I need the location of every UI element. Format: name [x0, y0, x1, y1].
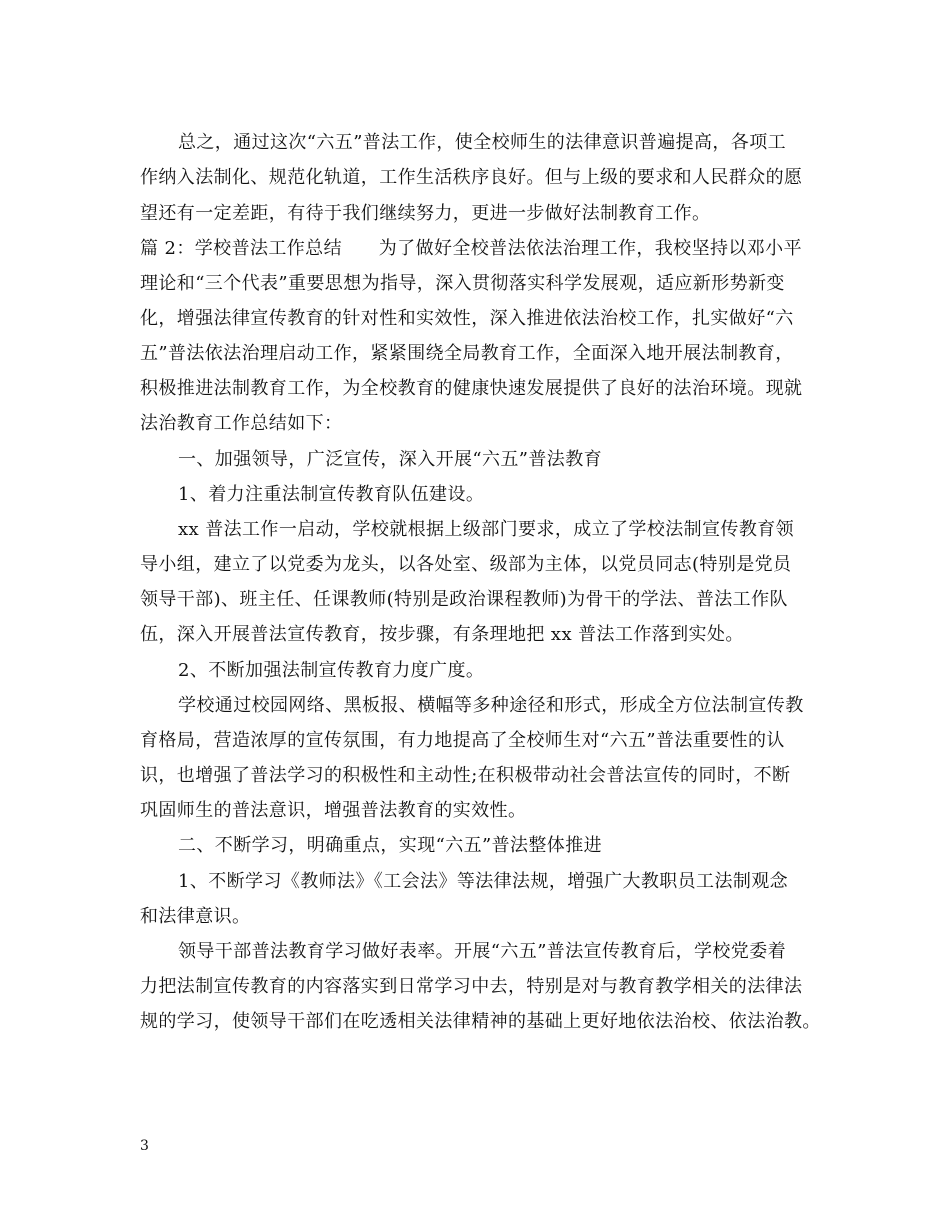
text-line: 和法律意识。 [140, 906, 251, 927]
text-line: 作纳入法制化、规范化轨道，工作生活秩序良好。但与上级的要求和人民群众的愿 [140, 167, 803, 188]
text-line: 导小组，建立了以党委为龙头，以各处室、级部为主体，以党员同志(特别是党员 [140, 554, 792, 575]
text-line: 识，也增强了普法学习的积极性和主动性;在积极带动社会普法宣传的同时，不断 [140, 765, 791, 786]
text-line: 伍，深入开展普法宣传教育，按步骤，有条理地把 xx 普法工作落到实处。 [140, 624, 744, 645]
subsection-heading: 2、不断加强法制宣传教育力度广度。 [178, 660, 485, 681]
text-line: 育格局，营造浓厚的宣传氛围，有力地提高了全校师生对“六五”普法重要性的认 [140, 730, 785, 751]
subsection-heading: 1、着力注重法制宣传教育队伍建设。 [178, 484, 485, 505]
section-heading: 一、加强领导，广泛宣传，深入开展“六五”普法教育 [178, 449, 603, 470]
text-line: 规的学习，使领导干部们在吃透相关法律精神的基础上更好地依法治校、依法治教。 [140, 1011, 821, 1032]
text-line: 总之，通过这次“六五”普法工作，使全校师生的法律意识普遍提高，各项工 [178, 132, 787, 153]
text-line: xx 普法工作一启动，学校就根据上级部门要求，成立了学校法制宣传教育领 [178, 519, 795, 540]
text-line: 巩固师生的普法意识，增强普法教育的实效性。 [140, 800, 527, 821]
text-line: 篇 2：学校普法工作总结 为了做好全校普法依法治理工作，我校坚持以邓小平 [140, 238, 802, 259]
text-line: 法治教育工作总结如下： [140, 413, 343, 434]
text-line: 积极推进法制教育工作，为全校教育的健康快速发展提供了良好的法治环境。现就 [140, 378, 803, 399]
text-line: 力把法制宣传教育的内容落实到日常学习中去，特别是对与教育教学相关的法律法 [140, 976, 803, 997]
text-line: 学校通过校园网络、黑板报、横幅等多种途径和形式，形成全方位法制宣传教 [178, 695, 804, 716]
text-line: 五”普法依法治理启动工作，紧紧围绕全局教育工作，全面深入地开展法制教育， [140, 343, 794, 364]
subsection-heading: 1、不断学习《教师法》《工会法》等法律法规，增强广大教职员工法制观念 [178, 871, 789, 892]
text-line: 领导干部普法教育学习做好表率。开展“六五”普法宣传教育后，学校党委着 [178, 941, 787, 962]
page-number: 3 [140, 1138, 149, 1154]
text-line: 化，增强法律宣传教育的针对性和实效性，深入推进依法治校工作，扎实做好“六 [140, 308, 794, 329]
section-heading: 二、不断学习，明确重点，实现“六五”普法整体推进 [178, 835, 603, 856]
text-line: 理论和“三个代表”重要思想为指导，深入贯彻落实科学发展观，适应新形势新变 [140, 273, 785, 294]
text-line: 望还有一定差距，有待于我们继续努力，更进一步做好法制教育工作。 [140, 203, 711, 224]
text-line: 领导干部)、班主任、任课教师(特别是政治课程教师)为骨干的学法、普法工作队 [140, 589, 788, 610]
